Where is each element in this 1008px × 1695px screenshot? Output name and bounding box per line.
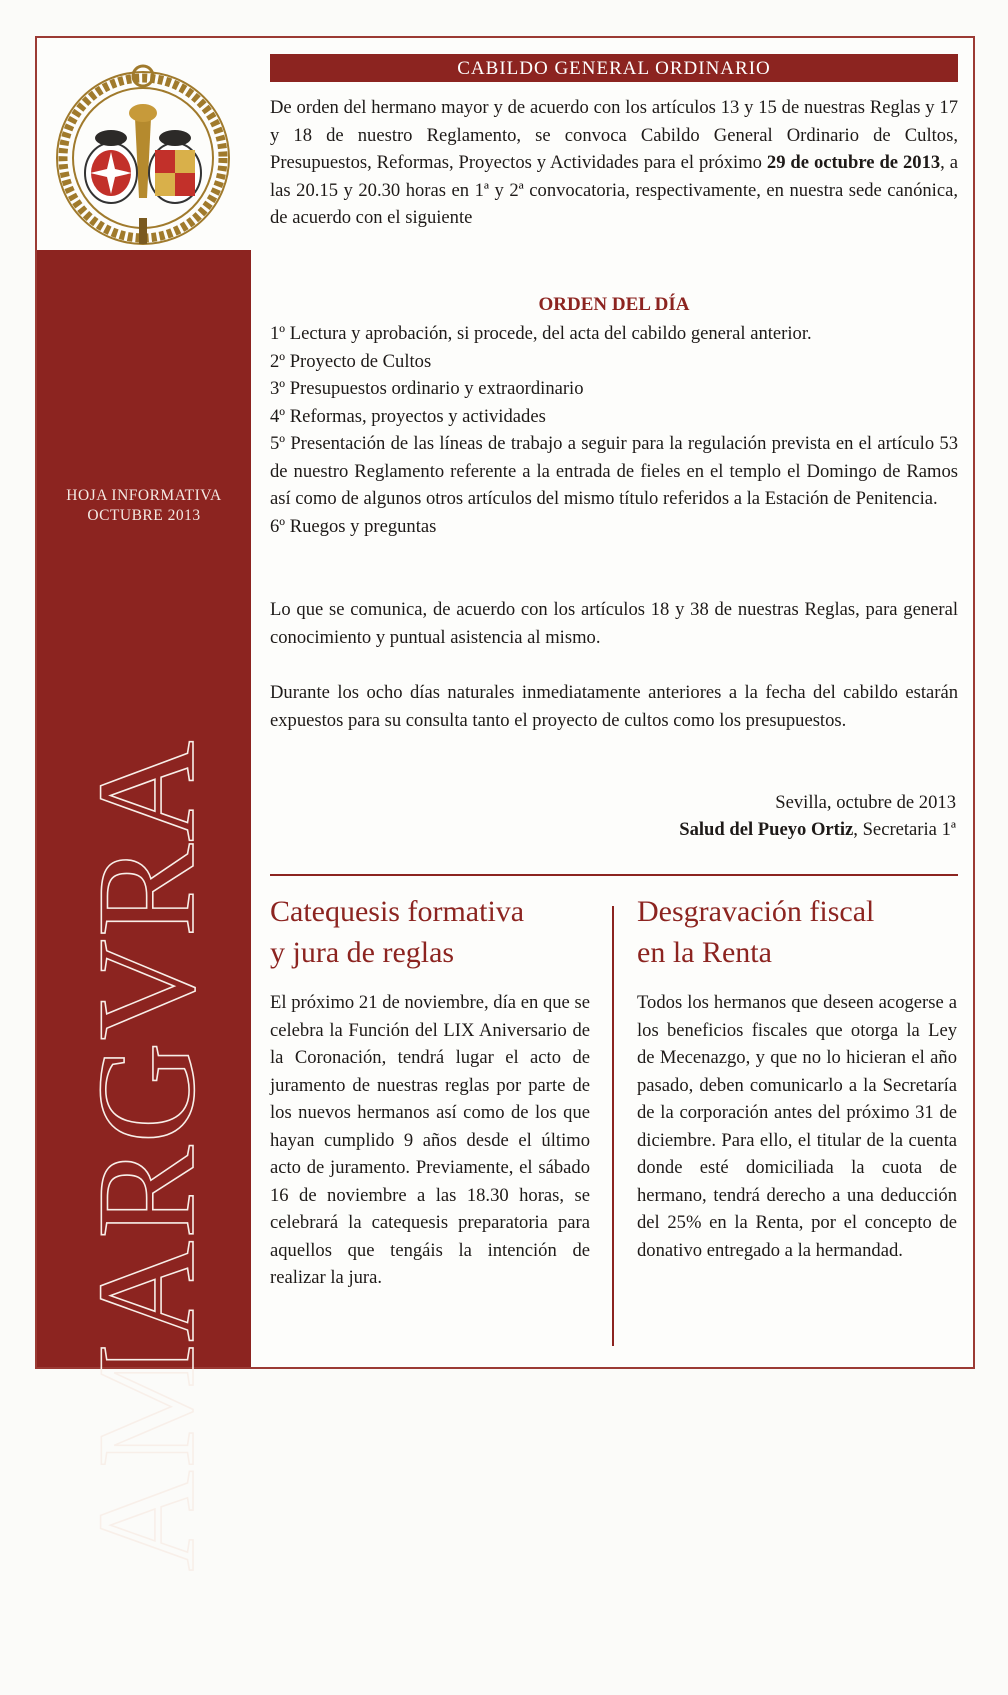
catequesis-body: El próximo 21 de noviembre, día en que se celebra la Función del LIX Aniversario de la Coronación, tendrá lugar el acto de juramento de nuestras reglas por parte de los nuevos hermanos así como de los que hayan cumplido 9 años desde el último acto de juramento. Previamente, el sábado 16 de noviembre a las 18.30 horas, se celebrará la catequesis preparatoria para aquellos que tengáis la intención de realizar la jura. [270, 992, 590, 1288]
signature-line [456, 816, 956, 844]
intro-text-2: , a las 20.15 y 20.30 horas en 1ª y 2ª convocatoria, respectivamente, en nuestra sede canónica, de acuerdo con el siguiente [270, 152, 958, 228]
section-divider [270, 874, 958, 876]
communication-paragraph: Lo que se comunica, de acuerdo con los artículos 18 y 38 de nuestras Reglas, para general conocimiento y puntual asistencia al mismo. [270, 599, 958, 648]
meeting-date: 29 de octubre de 2013 [766, 152, 941, 173]
signatory-name: Salud del Pueyo Ortiz [679, 819, 854, 840]
desgravacion-body: Todos los hermanos que deseen acogerse a los beneficios fiscales que otorga la Ley de Mecenazgo, y que no lo hicieran el año pasado, deben comunicarlo a la Secretaría de la corporación antes del próximo 31 de diciembre. Para ello, el titular de la cuenta donde esté domiciliada la cuota de hermano, tendrá derecho a una deducción del 25% en la Renta, por el concepto de donativo entregado a la hermandad. [637, 992, 957, 1261]
agenda-item: 4º Reformas, proyectos y actividades [270, 405, 546, 427]
hoja-informativa-label: HOJA INFORMATIVA [66, 487, 222, 504]
signatory-role: , Secretaria 1ª [853, 819, 956, 840]
agenda-item: 5º Presentación de las líneas de trabajo a seguir para la regulación prevista en el artículo 53 de nuestro Reglamento referente a la entrada de fieles en el templo el Domingo de Ramos así como de algunos otros artículos del mismo título referidos a la Estación de Penitencia. [270, 433, 958, 509]
column-divider [612, 906, 614, 1346]
intro-paragraph [270, 94, 958, 232]
signature-place-date: Sevilla, octubre de 2013 [775, 792, 956, 813]
desgravacion-title-line1: Desgravación fiscal [637, 895, 875, 928]
catequesis-title-line2: y jura de reglas [270, 936, 455, 969]
issue-label [37, 486, 251, 526]
section-banner: CABILDO GENERAL ORDINARIO [270, 54, 958, 82]
agenda-item: 3º Presupuestos ordinario y extraordinario [270, 378, 584, 399]
desgravacion-title-line2: en la Renta [637, 936, 772, 969]
brotherhood-crest-icon [55, 58, 231, 248]
intro-text-1: De orden del hermano mayor y de acuerdo con los artículos 13 y 15 de nuestras Reglas y 17 y 18 de nuestro Reglamento, se convoca Cabildo General Ordinario de Cultos, Presupuestos, Reformas, Proyectos y Actividades para el próximo [270, 97, 958, 173]
agenda-item: 6º Ruegos y preguntas [270, 515, 437, 537]
agenda-item: 2º Proyecto de Cultos [270, 350, 432, 372]
issue-date-label: OCTUBRE 2013 [87, 507, 201, 524]
agenda-item: 1º Lectura y aprobación, si procede, del acta del cabildo general anterior. [270, 323, 812, 344]
catequesis-title [270, 891, 600, 973]
agenda-title: ORDEN DEL DÍA [538, 294, 690, 315]
page-frame [35, 36, 975, 1572]
agenda-list [270, 320, 958, 540]
masthead-title: AMARGVRA [69, 738, 224, 1572]
desgravacion-title [637, 891, 957, 973]
sidebar [37, 250, 251, 1572]
catequesis-title-line1: Catequesis formativa [270, 895, 525, 928]
exposure-paragraph: Durante los ocho días naturales inmediatamente anteriores a la fecha del cabildo estarán expuestos para su consulta tanto el proyecto de cultos como los presupuestos. [270, 682, 958, 731]
